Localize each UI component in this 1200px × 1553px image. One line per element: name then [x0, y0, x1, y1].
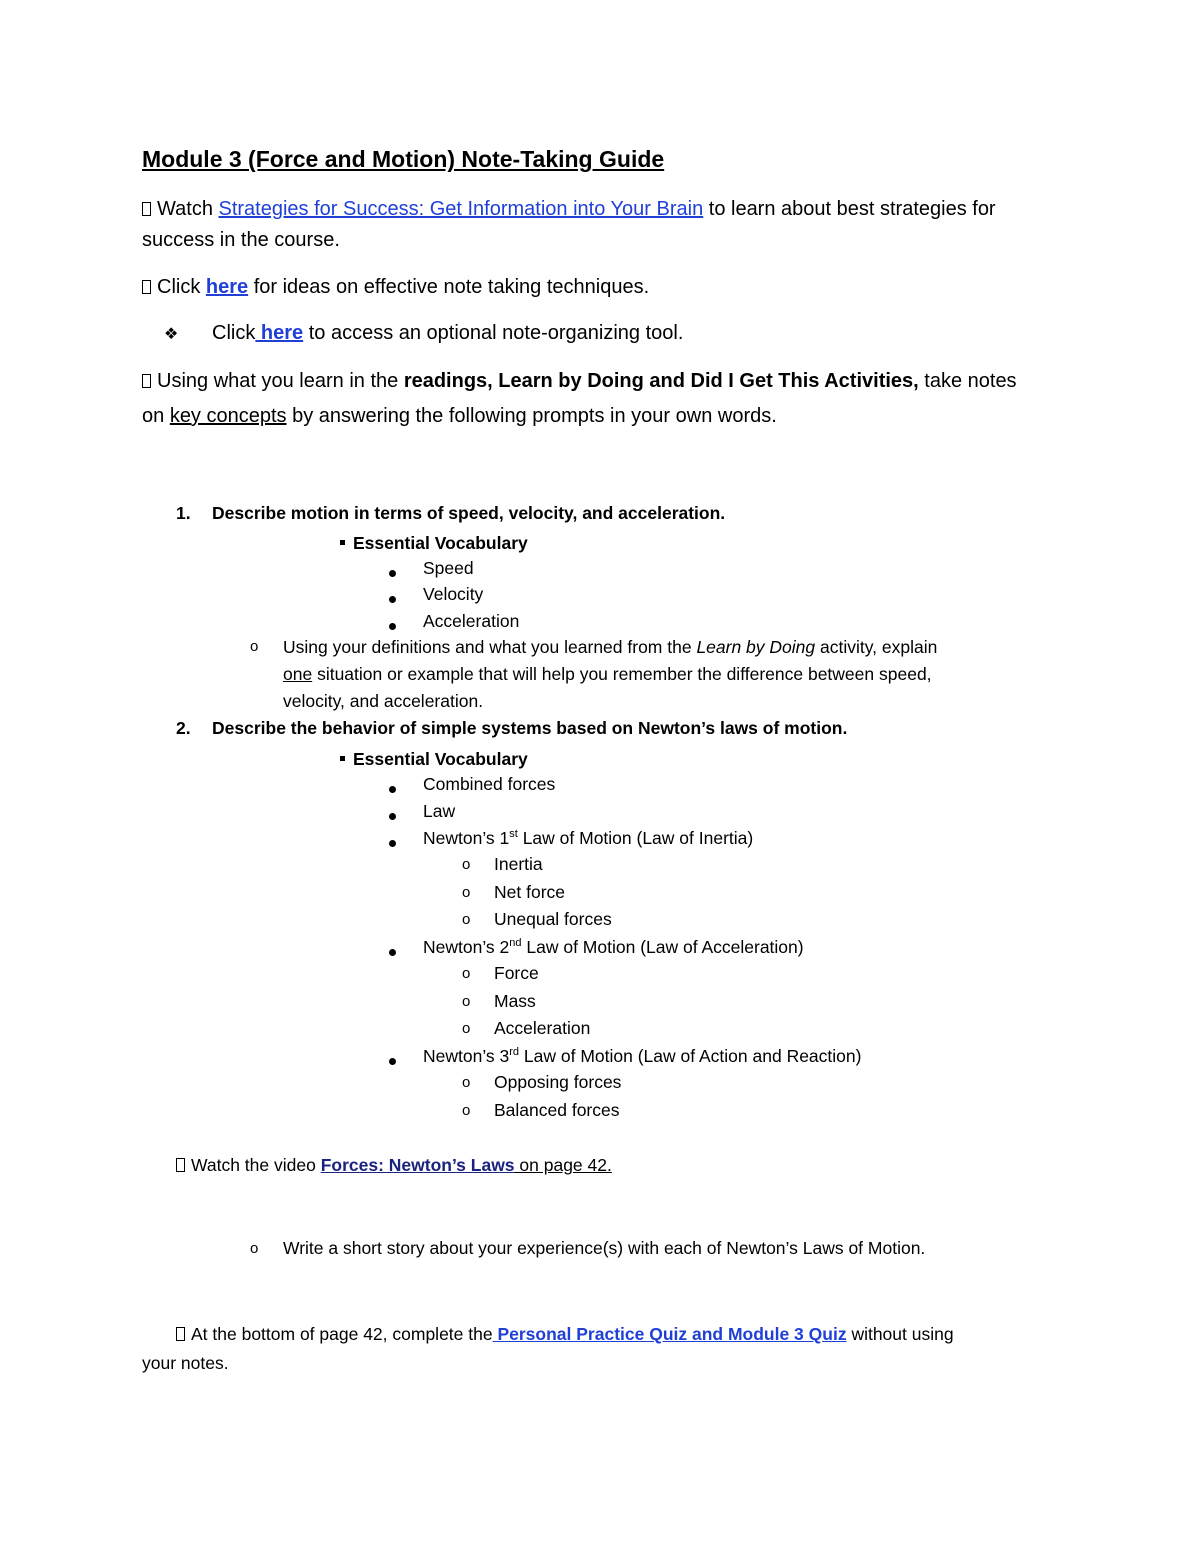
term-combined-forces: Combined forces — [423, 774, 556, 794]
quiz-link[interactable]: Personal Practice Quiz and Module 3 Quiz — [492, 1324, 847, 1344]
circle-bullet-icon: o — [462, 993, 471, 1010]
bullet-icon — [389, 807, 396, 825]
organizer-instruction-text: Click here to access an optional note-organizing tool. — [212, 322, 684, 344]
circle-bullet-icon: o — [462, 1020, 471, 1037]
diamond-bullet-icon: ❖ — [164, 326, 179, 343]
newtons-second-law: Newton’s 2nd Law of Motion (Law of Acceleration) — [423, 937, 804, 957]
bullet-icon — [389, 590, 396, 608]
note-taking-here-link[interactable]: here — [205, 276, 249, 298]
q1-prompt-line1: Using your definitions and what you learned from the Learn by Doing activity, explain — [283, 637, 938, 657]
term-acceleration: Acceleration — [423, 611, 520, 631]
q2-vocab-heading: Essential Vocabulary — [340, 746, 528, 772]
bullet-icon — [389, 564, 396, 582]
bullet-icon — [389, 834, 396, 852]
term-net-force: Net force — [494, 882, 565, 902]
circle-bullet-icon: o — [250, 638, 259, 655]
circle-bullet-icon: o — [462, 856, 471, 873]
term-acceleration-2: Acceleration — [494, 1018, 591, 1038]
circle-bullet-icon: o — [462, 1074, 471, 1091]
bullet-icon — [389, 943, 396, 961]
question-2-text: Describe the behavior of simple systems based on Newton’s laws of motion. — [212, 718, 848, 738]
square-bullet-icon — [340, 540, 345, 545]
question-1-number: 1. — [176, 503, 191, 523]
newtons-third-law: Newton’s 3rd Law of Motion (Law of Action and Reaction) — [423, 1046, 862, 1066]
term-velocity: Velocity — [423, 584, 484, 604]
q1-vocab-heading: Essential Vocabulary — [340, 530, 528, 556]
term-law: Law — [423, 801, 456, 821]
forces-newtons-laws-link[interactable]: Forces: Newton’s Laws — [320, 1155, 515, 1175]
term-speed: Speed — [423, 558, 474, 578]
watch-instruction-line2: success in the course. — [142, 229, 340, 251]
key-concepts-text: key concepts — [169, 405, 287, 427]
page-title: Module 3 (Force and Motion) Note-Taking Guide — [142, 146, 665, 172]
checkbox-glyph-icon — [142, 280, 151, 294]
click-here-instruction: Click here for ideas on effective note taking techniques. — [142, 272, 649, 303]
q1-prompt-line2: one situation or example that will help you remember the difference between speed, — [283, 664, 932, 684]
newtons-first-law: Newton’s 1st Law of Motion (Law of Inertia) — [423, 828, 754, 848]
question-1-text: Describe motion in terms of speed, velocity, and acceleration. — [212, 503, 726, 523]
circle-bullet-icon: o — [462, 911, 471, 928]
term-mass: Mass — [494, 991, 536, 1011]
bullet-icon — [389, 1052, 396, 1070]
term-force: Force — [494, 963, 539, 983]
bullet-icon — [389, 617, 396, 635]
checkbox-glyph-icon — [142, 202, 151, 216]
quiz-instruction: At the bottom of page 42, complete the Personal Practice Quiz and Module 3 Quiz without using — [176, 1321, 954, 1347]
term-inertia: Inertia — [494, 854, 543, 874]
circle-bullet-icon: o — [462, 1102, 471, 1119]
quiz-instruction-line2: your notes. — [142, 1353, 229, 1373]
strategies-link[interactable]: Strategies for Success: Get Information into Your Brain — [218, 198, 704, 220]
story-prompt: Write a short story about your experience(s) with each of Newton’s Laws of Motion. — [283, 1238, 926, 1258]
watch-instruction: Watch Strategies for Success: Get Information into Your Brain to learn about best strategies for — [142, 194, 996, 225]
bullet-icon — [389, 780, 396, 798]
term-opposing-forces: Opposing forces — [494, 1072, 622, 1092]
organizer-instruction — [164, 318, 178, 350]
circle-bullet-icon: o — [462, 884, 471, 901]
question-2-number: 2. — [176, 718, 191, 738]
term-unequal-forces: Unequal forces — [494, 909, 612, 929]
video-instruction: Watch the video Forces: Newton’s Laws on page 42. — [176, 1152, 612, 1178]
circle-bullet-icon: o — [250, 1240, 259, 1257]
q1-prompt-line3: velocity, and acceleration. — [283, 691, 484, 711]
organizer-here-link[interactable]: here — [255, 322, 304, 344]
term-balanced-forces: Balanced forces — [494, 1100, 620, 1120]
using-instruction-line2: on key concepts by answering the following prompts in your own words. — [142, 405, 777, 427]
square-bullet-icon — [340, 756, 345, 761]
checkbox-glyph-icon — [176, 1158, 185, 1172]
circle-bullet-icon: o — [462, 965, 471, 982]
checkbox-glyph-icon — [142, 374, 151, 388]
checkbox-glyph-icon — [176, 1327, 185, 1341]
using-instruction: Using what you learn in the readings, Learn by Doing and Did I Get This Activities, take notes — [142, 366, 1017, 397]
